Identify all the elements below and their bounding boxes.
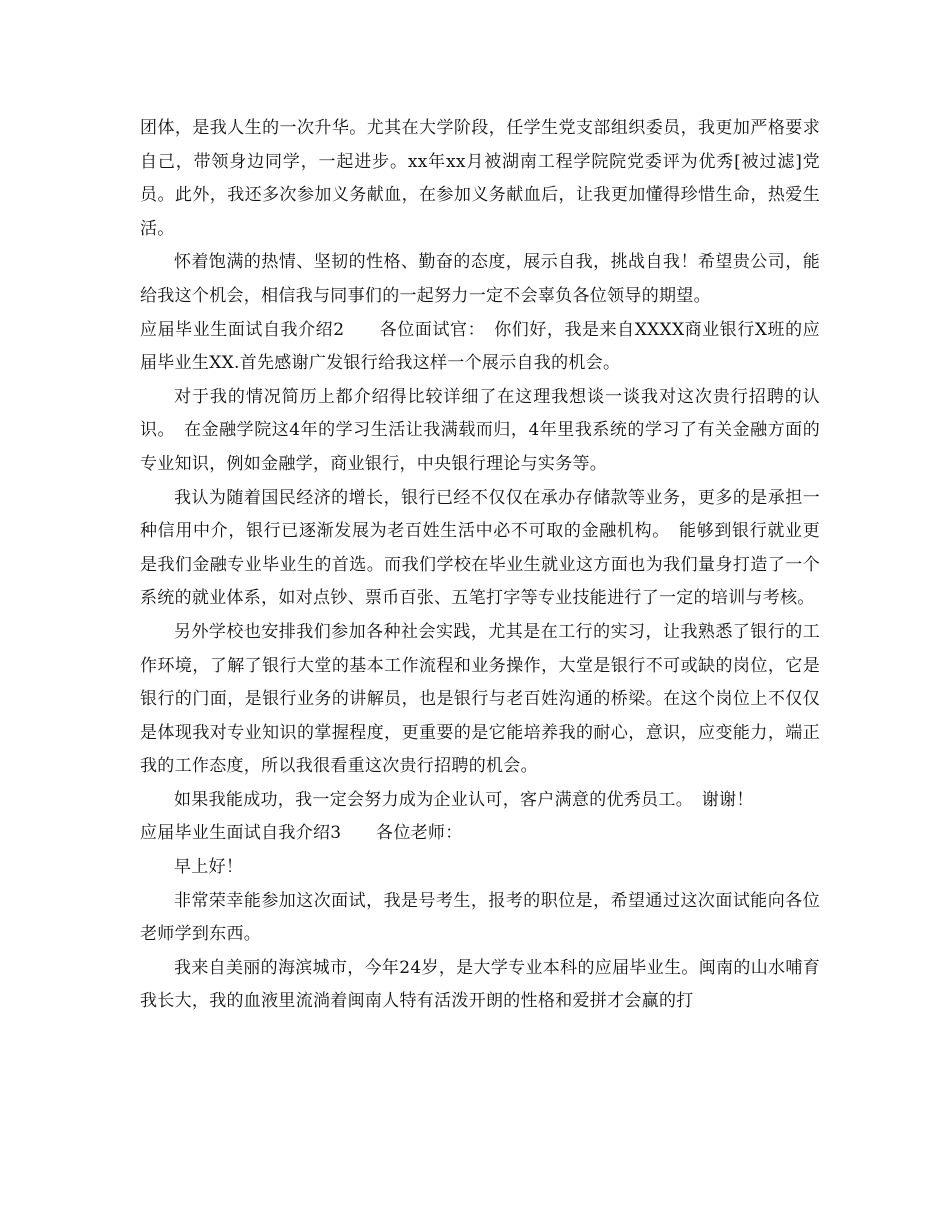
paragraph-3-heading: 应届毕业生面试自我介绍2 各位面试官： 你们好，我是来自XXXX商业银行X班的应届毕业生XX.首先感谢广发银行给我这样一个展示自我的机会。 [140,319,820,374]
paragraph-5: 我认为随着国民经济的增长，银行已经不仅仅在承办存储款等业务，更多的是承担一种信用中介，银行已逐渐发展为老百姓生活中必不可取的金融机构。 能够到银行就业更是我们金融专业毕业生的首选。而我们学校在毕业生就业这方面也为我们量身打造了一个系统的就业体系，如对点钞、票币百张、五笔打字等专业技能进行了一定的培训与考核。 [140,487,820,609]
paragraph-6: 另外学校也安排我们参加各种社会实践，尤其是在工行的实习，让我熟悉了银行的工作环境，了解了银行大堂的基本工作流程和业务操作，大堂是银行不可或缺的岗位，它是银行的门面，是银行业务的讲解员，也是银行与老百姓沟通的桥梁。在这个岗位上不仅仅是体现我对专业知识的掌握程度，更重要的是它能培养我的耐心，意识，应变能力，端正我的工作态度，所以我很看重这次贵行招聘的机会。 [140,621,820,777]
document-body [140,112,820,1019]
paragraph-4: 对于我的情况简历上都介绍得比较详细了在这理我想谈一谈我对这次贵行招聘的认识。 在金融学院这4年的学习生活让我满载而归，4年里我系统的学习了有关金融方面的专业知识，例如金融学，商业银行，中央银行理论与实务等。 [140,386,820,474]
paragraph-8-heading: 应届毕业生面试自我介绍3 各位老师： [140,823,463,844]
paragraph-7: 如果我能成功，我一定会努力成为企业认可，客户满意的优秀员工。 谢谢！ [174,789,754,810]
paragraph-1: 团体，是我人生的一次升华。尤其在大学阶段，任学生党支部组织委员，我更加严格要求自己，带领身边同学，一起进步。xx年xx月被湖南工程学院院党委评为优秀[被过滤]党员。此外，我还多次参加义务献血，在参加义务献血后，让我更加懂得珍惜生命，热爱生活。 [140,118,820,239]
paragraph-11: 我来自美丽的海滨城市，今年24岁，是大学专业本科的应届毕业生。闽南的山水哺育我长大，我的血液里流淌着闽南人特有活泼开朗的性格和爱拼才会赢的打 [140,957,820,1012]
paragraph-10: 非常荣幸能参加这次面试，我是号考生，报考的职位是，希望通过这次面试能向各位老师学到东西。 [140,890,820,945]
paragraph-9: 早上好！ [174,857,244,878]
paragraph-2: 怀着饱满的热情、坚韧的性格、勤奋的态度，展示自我，挑战自我！希望贵公司，能给我这个机会，相信我与同事们的一起努力一定不会辜负各位领导的期望。 [140,252,820,306]
